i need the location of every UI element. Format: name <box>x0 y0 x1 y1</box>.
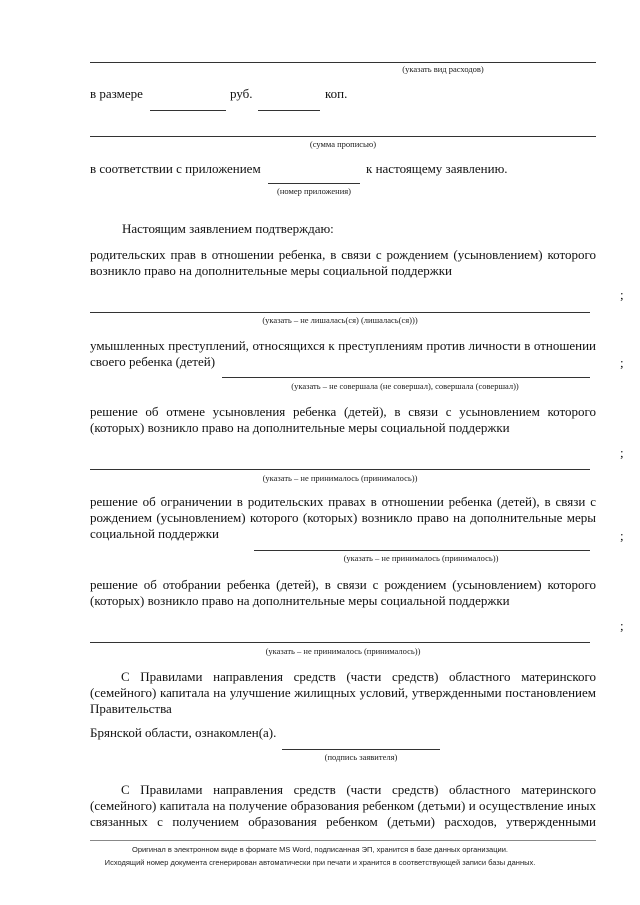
appendix-prefix: в соответствии с приложением <box>90 161 261 176</box>
statement-item-3-line-2: (которых) возникло право на дополнительные меры социальной поддержки <box>90 420 510 435</box>
margin-mark-1: ; <box>620 287 624 302</box>
appendix-suffix: к настоящему заявлению. <box>366 161 508 176</box>
amount-rub-field[interactable] <box>150 110 226 111</box>
amount-label: в размере <box>90 86 143 101</box>
statement-item-3 <box>90 404 596 436</box>
amount-words-caption: (сумма прописью) <box>309 139 377 149</box>
statement-item-4-line-2: рождением (усыновлением) которого (которых) возникло право на дополнительные меры <box>90 510 596 525</box>
rules-housing-line-3: Правительства <box>90 701 172 716</box>
statement-item-4 <box>90 494 596 542</box>
margin-mark-3: ; <box>620 445 624 460</box>
kop-label: коп. <box>325 86 348 101</box>
footer-line-1: Оригинал в электронном виде в формате MS Word, подписанная ЭП, хранится в базе данных организации. <box>131 845 508 854</box>
statement-item-4-line-3: социальной поддержки <box>90 526 219 541</box>
footer-line-2: Исходящий номер документа сгенерирован автоматически при печати и хранится в соответствующей записи базы данных. <box>104 858 536 867</box>
rules-housing-paragraph <box>90 669 596 717</box>
rules-housing-acquainted: Брянской области, ознакомлен(а). <box>90 725 277 740</box>
rules-housing-line-1: С Правилами направления средств (части средств) областного материнского <box>121 669 596 684</box>
margin-mark-4: ; <box>620 528 624 543</box>
statement-item-5-line-2: (которых) возникло право на дополнительные меры социальной поддержки <box>90 593 510 608</box>
statement-item-4-line-1: решение об ограничении в родительских правах в отношении ребенка (детей), в связи с <box>90 494 596 509</box>
statement-item-5-field[interactable] <box>90 642 590 643</box>
statement-item-3-field[interactable] <box>90 469 590 470</box>
footer-divider <box>90 840 596 841</box>
statement-item-2 <box>90 338 596 370</box>
expense-type-line <box>90 62 596 63</box>
rub-label: руб. <box>230 86 253 101</box>
statement-item-2-line-2: своего ребенка (детей) <box>90 354 216 369</box>
rules-education-paragraph <box>90 782 596 830</box>
statement-item-2-line-1: умышленных преступлений, относящихся к преступлениям против личности в отношении <box>90 338 596 353</box>
statement-item-1-line-1: родительских прав в отношении ребенка, в связи с рождением (усыновлением) которого <box>90 247 596 262</box>
rules-education-line-1: С Правилами направления средств (части средств) областного материнского <box>121 782 596 797</box>
statement-item-1 <box>90 247 596 279</box>
statement-item-3-line-1: решение об отмене усыновления ребенка (детей), в связи с усыновлением которого <box>90 404 596 419</box>
expense-type-caption: (указать вид расходов) <box>402 64 484 74</box>
rules-education-line-3: связанных с получением образования ребенком (детьми) расходов, утвержденными <box>90 814 596 829</box>
statement-item-4-field[interactable] <box>254 550 590 551</box>
confirm-heading: Настоящим заявлением подтверждаю: <box>122 221 334 236</box>
amount-kop-field[interactable] <box>258 110 320 111</box>
statement-item-5-line-1: решение об отобрании ребенка (детей), в связи с рождением (усыновлением) которого <box>90 577 596 592</box>
statement-item-2-caption: (указать – не совершала (не совершал), совершала (совершал)) <box>291 381 519 391</box>
statement-item-1-field[interactable] <box>90 312 590 313</box>
statement-item-3-caption: (указать – не принималось (принималось)) <box>262 473 418 483</box>
appendix-number-caption: (номер приложения) <box>277 186 351 196</box>
appendix-number-field[interactable] <box>268 183 360 184</box>
statement-item-5-caption: (указать – не принималось (принималось)) <box>265 646 421 656</box>
rules-housing-line-2: (семейного) капитала на улучшение жилищных условий, утвержденными постановлением <box>90 685 596 700</box>
margin-mark-5: ; <box>620 618 624 633</box>
statement-item-4-caption: (указать – не принималось (принималось)) <box>343 553 499 563</box>
signature-caption: (подпись заявителя) <box>324 752 398 762</box>
statement-item-1-line-2: возникло право на дополнительные меры социальной поддержки <box>90 263 453 278</box>
statement-item-2-field[interactable] <box>222 377 590 378</box>
rules-education-line-2: (семейного) капитала на получение образования ребенком (детьми) и осуществление иных <box>90 798 596 813</box>
statement-item-1-caption: (указать – не лишалась(ся) (лишалась(ся))) <box>262 315 418 325</box>
signature-field[interactable] <box>282 749 440 750</box>
amount-words-line[interactable] <box>90 136 596 137</box>
statement-item-5 <box>90 577 596 609</box>
margin-mark-2: ; <box>620 355 624 370</box>
